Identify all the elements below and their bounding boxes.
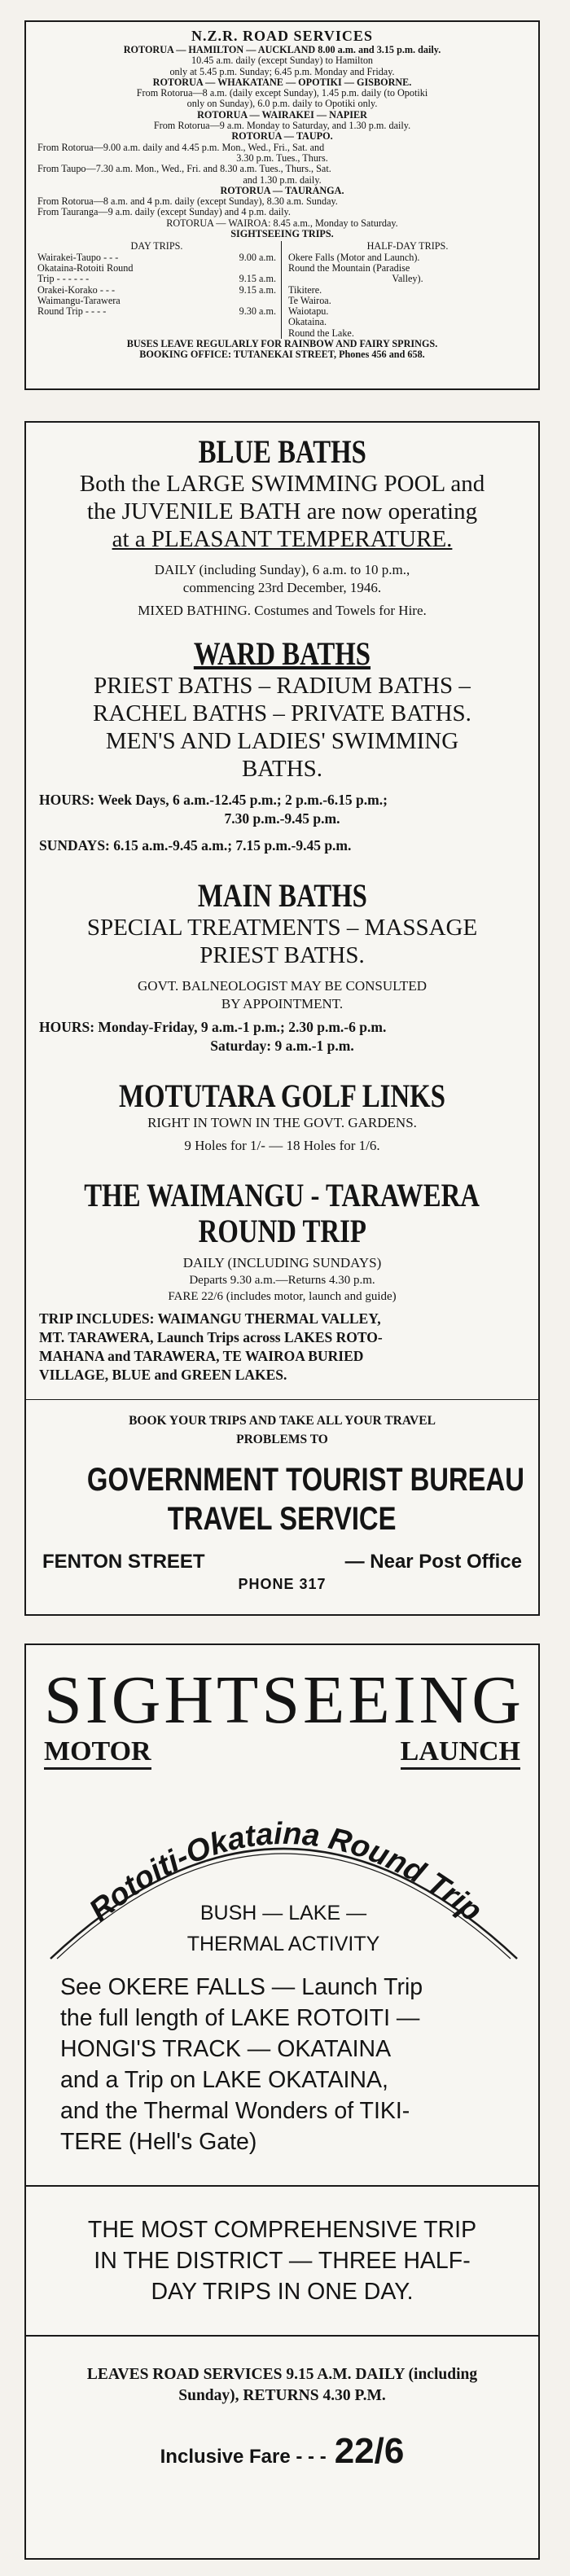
nzr-line: From Rotorua—9.00 a.m. daily and 4.45 p.m. Mon., Wed., Fri., Sat. and — [37, 141, 325, 153]
nzr-line: From Rotorua—8 a.m. and 4 p.m. daily (except Sunday), 8.30 a.m. Sunday. — [37, 195, 338, 208]
day-trip-name: Trip - - - - - - — [37, 273, 90, 285]
sight-body-line: and a Trip on LAKE OKATAINA, — [60, 2067, 388, 2093]
fenton-street: FENTON STREET — [42, 1551, 205, 1573]
waimangu-includes: MAHANA and TARAWERA, TE WAIROA BURIED — [39, 1348, 364, 1364]
trips-columns — [37, 241, 527, 339]
fare-value: 22/6 — [334, 2431, 405, 2471]
day-trip-row — [37, 274, 276, 284]
blue-baths-daily: commencing 23rd December, 1946. — [182, 580, 382, 595]
blue-baths-line: the JUVENILE BATH are now operating — [86, 498, 478, 524]
nzr-line: ROTORUA — TAUPO. — [231, 130, 333, 143]
baths-ad — [24, 421, 540, 1616]
blue-baths-title: BLUE BATHS — [198, 433, 366, 470]
main-baths-title: MAIN BATHS — [197, 877, 367, 914]
nzr-road-services-ad — [24, 20, 540, 390]
day-trip-time: 9.15 a.m. — [239, 273, 276, 285]
day-trip-time: 9.15 a.m. — [239, 283, 276, 296]
waimangu-daily: DAILY (INCLUDING SUNDAYS) — [182, 1255, 382, 1270]
main-baths-govt: GOVT. BALNEOLOGIST MAY BE CONSULTED — [138, 978, 427, 994]
inclusive-fare-row — [44, 2431, 520, 2472]
ward-baths-sundays: SUNDAYS: 6.15 a.m.-9.45 a.m.; 7.15 p.m.-9.45 p.m. — [39, 837, 352, 854]
golf-links-title: MOTUTARA GOLF LINKS — [119, 1077, 445, 1114]
sight-body-line: See OKERE FALLS — Launch Trip — [60, 1974, 423, 2000]
sightseeing-trips-heading: SIGHTSEEING TRIPS. — [230, 228, 334, 240]
sight-body-line: HONGI'S TRACK — OKATAINA — [60, 2036, 392, 2062]
day-trip-name: Waimangu-Tarawera — [37, 294, 121, 306]
nzr-line: ROTORUA — WHAKATANE — OPOTIKI — GISBORNE. — [152, 76, 412, 88]
ward-baths-line: BATHS. — [241, 756, 323, 782]
half-day-trip: Valley). — [392, 273, 423, 285]
golf-links-sub: RIGHT IN TOWN IN THE GOVT. GARDENS. — [147, 1115, 417, 1130]
travel-service: TRAVEL SERVICE — [168, 1501, 397, 1537]
blue-baths-line: at a PLEASANT TEMPERATURE. — [112, 526, 453, 552]
day-trip-name: Wairakei-Taupo - - - — [37, 251, 119, 263]
main-baths-hours: Saturday: 9 a.m.-1 p.m. — [210, 1038, 354, 1054]
nzr-line: ROTORUA — WAIROA: 8.45 a.m., Monday to Saturday. — [166, 217, 398, 229]
main-baths-line: PRIEST BATHS. — [200, 942, 365, 968]
main-baths-line: SPECIAL TREATMENTS – MASSAGE — [86, 915, 478, 941]
waimangu-fare: FARE 22/6 (includes motor, launch and guide) — [168, 1290, 397, 1303]
main-baths-hours: HOURS: Monday-Friday, 9 a.m.-1 p.m.; 2.30 p.m.-6 p.m. — [39, 1019, 387, 1035]
blue-baths-mixed: MIXED BATHING. Costumes and Towels for Hire. — [138, 603, 427, 618]
day-trip-time: 9.30 a.m. — [239, 305, 276, 318]
ward-baths-line: PRIEST BATHS – RADIUM BATHS – — [94, 673, 471, 699]
sight-body-line: and the Thermal Wonders of TIKI- — [60, 2098, 410, 2124]
half-day-trip: Waiotapu. — [288, 305, 329, 318]
day-trip-row — [37, 285, 276, 296]
ward-baths-hours: HOURS: Week Days, 6 a.m.-12.45 p.m.; 2 p.m.-6.15 p.m.; — [39, 792, 388, 808]
nzr-title: N.Z.R. ROAD SERVICES — [191, 28, 373, 44]
nzr-line: ROTORUA — TAURANGA. — [220, 184, 344, 196]
half-day-trip: Round the Lake. — [288, 327, 354, 339]
ward-baths-hours: 7.30 p.m.-9.45 p.m. — [224, 810, 340, 827]
waimangu-includes: VILLAGE, BLUE and GREEN LAKES. — [39, 1367, 287, 1383]
near-post-office: — Near Post Office — [344, 1551, 522, 1573]
bush-lake-subtitle: BUSH — LAKE — — [200, 1902, 367, 1924]
leaves-road-services: LEAVES ROAD SERVICES 9.15 A.M. DAILY (including — [86, 2366, 478, 2383]
day-trip-row — [37, 252, 276, 263]
main-baths-govt: BY APPOINTMENT. — [221, 996, 344, 1012]
nzr-line: From Taupo—7.30 a.m. Mon., Wed., Fri. and 8.30 a.m. Tues., Thurs., Sat. — [37, 163, 331, 175]
nzr-line: 10.45 a.m. daily (except Sunday) to Hamilton — [191, 55, 374, 67]
half-day-trip: Okere Falls (Motor and Launch). — [288, 251, 420, 263]
nzr-line: ROTORUA — HAMILTON — AUCKLAND 8.00 a.m. and 3.15 p.m. daily. — [123, 44, 441, 55]
ward-baths-title: WARD BATHS — [193, 635, 371, 672]
day-trip-row — [37, 306, 276, 317]
sightseeing-title: SIGHTSEEING — [44, 1662, 524, 1738]
book-trips: BOOK YOUR TRIPS AND TAKE ALL YOUR TRAVEL — [129, 1414, 436, 1428]
day-trip-time: 9.00 a.m. — [239, 251, 276, 263]
launch-label: LAUNCH — [401, 1736, 520, 1770]
half-day-trips-column — [282, 241, 527, 339]
nzr-line: ROTORUA — WAIRAKEI — NAPIER — [197, 108, 367, 121]
waimangu-includes: MT. TARAWERA, Launch Trips across LAKES ROTO- — [39, 1329, 383, 1345]
day-trips-heading: DAY TRIPS. — [130, 240, 183, 252]
ward-baths-line: RACHEL BATHS – PRIVATE BATHS. — [93, 700, 471, 726]
half-day-trips-heading: HALF-DAY TRIPS. — [366, 240, 449, 252]
thermal-activity-subtitle: THERMAL ACTIVITY — [186, 1933, 380, 1955]
day-trips-column — [37, 241, 282, 339]
day-trip-name: Orakei-Korako - - - — [37, 283, 116, 296]
day-trip-row — [37, 296, 276, 306]
government-tourist-bureau: GOVERNMENT TOURIST BUREAU — [86, 1462, 524, 1498]
half-day-trip: Te Wairoa. — [288, 294, 331, 306]
blue-baths-line: Both the LARGE SWIMMING POOL and — [79, 471, 485, 497]
golf-links-price: 9 Holes for 1/- — 18 Holes for 1/6. — [184, 1138, 380, 1153]
waimangu-title: THE WAIMANGU - TARAWERA — [84, 1177, 480, 1213]
day-trip-name: Round Trip - - - - — [37, 305, 107, 318]
half-day-trip: Okataina. — [288, 316, 327, 328]
nzr-line: From Rotorua—8 a.m. (daily except Sunday), 1.45 p.m. daily (to Opotiki — [136, 87, 428, 99]
sight-body-line: TERE (Hell's Gate) — [60, 2129, 257, 2155]
waimangu-departs: Departs 9.30 a.m.—Returns 4.30 p.m. — [189, 1274, 375, 1287]
comprehensive-line: DAY TRIPS IN ONE DAY. — [151, 2279, 414, 2305]
nzr-line: and 1.30 p.m. daily. — [243, 173, 322, 186]
arc-banner — [44, 1775, 524, 1962]
buses-footer: BUSES LEAVE REGULARLY FOR RAINBOW AND FAIRY SPRINGS. — [126, 338, 438, 350]
nzr-line: only on Sunday), 6.0 p.m. daily to Opotiki only. — [186, 98, 378, 110]
booking-office-footer: BOOKING OFFICE: TUTANEKAI STREET, Phones 456 and 658. — [139, 349, 425, 361]
waimangu-title: ROUND TRIP — [198, 1213, 366, 1249]
day-trip-row — [37, 263, 276, 274]
day-trip-name: Okataina-Rotoiti Round — [37, 261, 134, 274]
comprehensive-line: IN THE DISTRICT — THREE HALF- — [94, 2248, 471, 2274]
nzr-line: From Tauranga—9 a.m. daily (except Sunday) and 4 p.m. daily. — [37, 206, 291, 218]
leaves-road-services: Sunday), RETURNS 4.30 P.M. — [178, 2387, 386, 2404]
arc-title: Rotoiti-Okataina Round Trip — [82, 1816, 489, 1929]
blue-baths-daily: DAILY (including Sunday), 6 a.m. to 10 p.m., — [154, 562, 410, 577]
half-day-trip: Tikitere. — [288, 283, 322, 296]
nzr-line: From Rotorua—9 a.m. Monday to Saturday, and 1.30 p.m. daily. — [153, 120, 411, 132]
comprehensive-line: THE MOST COMPREHENSIVE TRIP — [87, 2217, 477, 2243]
motor-label: MOTOR — [44, 1736, 151, 1770]
sight-body-line: the full length of LAKE ROTOITI — — [60, 2005, 420, 2031]
nzr-line: 3.30 p.m. Tues., Thurs. — [236, 151, 328, 164]
address-row — [39, 1550, 525, 1574]
phone: PHONE 317 — [238, 1576, 327, 1592]
book-trips: PROBLEMS TO — [236, 1433, 328, 1446]
half-day-trip: Round the Mountain (Paradise — [288, 261, 410, 274]
nzr-line: only at 5.45 p.m. Sunday; 6.45 p.m. Monday and Friday. — [169, 65, 395, 77]
ward-baths-line: MEN'S AND LADIES' SWIMMING — [105, 728, 459, 754]
waimangu-includes: TRIP INCLUDES: WAIMANGU THERMAL VALLEY, — [39, 1310, 381, 1327]
sightseeing-ad — [24, 1643, 540, 2560]
fare-label: Inclusive Fare - - - — [160, 2446, 327, 2468]
motor-launch-row — [44, 1736, 520, 1770]
